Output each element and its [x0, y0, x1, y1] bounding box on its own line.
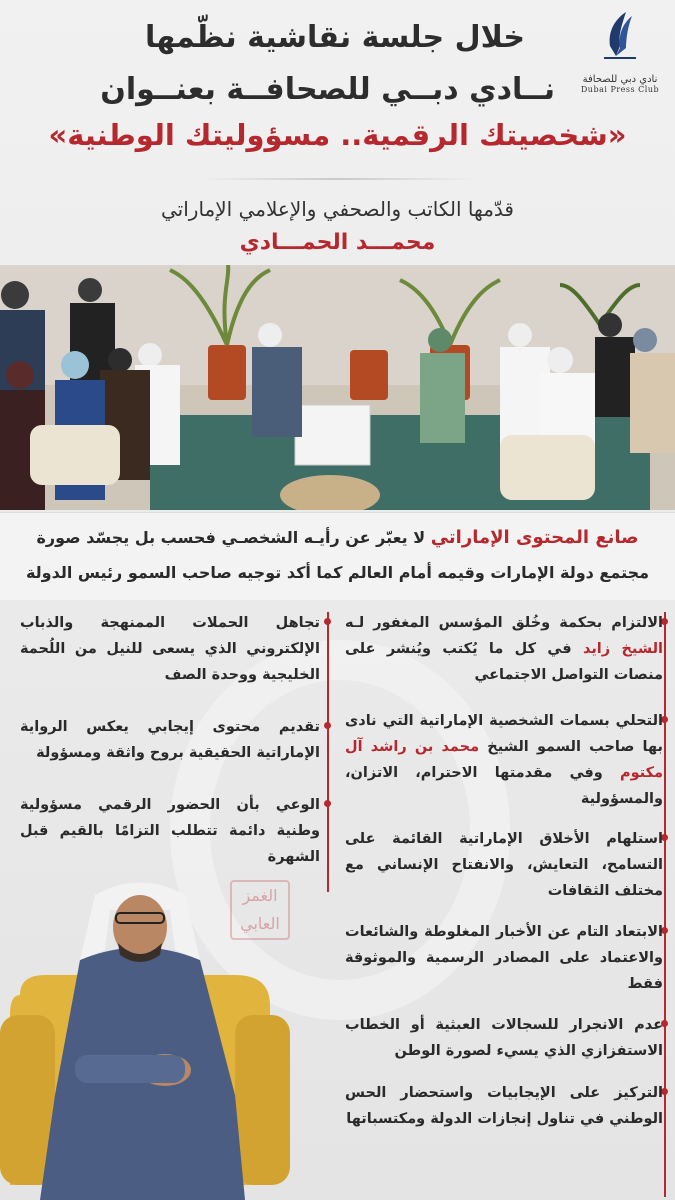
bullet-dot [324, 800, 331, 807]
left-column-line [327, 612, 329, 892]
bullet-dot [324, 722, 331, 729]
right-list-item: الابتعاد التام عن الأخبار المغلوطة والشائعات والاعتماد على المصادر الرسمية والموثوقة فقط [345, 924, 663, 992]
banner-line-1-rest: لا يعبّر عن رأيـه الشخصـي فحسب بل يجسّد صورة [36, 528, 426, 547]
right-list-item: استلهام الأخلاق الإماراتية القائمة على التسامح، التعايش، والانفتاح الإنساني مع مختلف الثقافات [345, 831, 663, 899]
header-line-1: خلال جلسة نقاشية نظّمها [144, 20, 526, 55]
right-list-item: التحلي بسمات الشخصية الإماراتية التي نادى بها صاحب السمو الشيخ محمد بن راشد آل مكتوم وفي مقدمتها الاحترام، الاتزان، والمسؤولية [345, 713, 664, 807]
logo-arabic-text: نادي دبي للصحافة [582, 74, 658, 85]
banner-line-1 [20, 527, 655, 548]
pen-nib-icon [596, 10, 644, 68]
dubai-press-club-logo [580, 10, 660, 94]
left-list-item: تقديم محتوى إيجابي يعكس الرواية الإماراتية الحقيقية بروح واثقة ومسؤولة [20, 719, 320, 761]
right-list-item: الالتزام بحكمة وخُلق المؤسس المغفور لـه الشيخ زايد في كل ما يُكتب ويُنشر على منصات التواصل الاجتماعي [345, 615, 663, 683]
presented-by-text: قدّمها الكاتب والصحفي والإعلامي الإماراتي [161, 197, 514, 221]
banner-highlight: صانع المحتوى الإماراتي [430, 527, 639, 548]
left-list-item: تجاهل الحملات الممنهجة والذباب الإلكتروني الذي يسعى للنيل من اللُحمة الخليجية ووحدة الصف [20, 615, 320, 683]
banner-line-2: مجتمع دولة الإمارات وقيمه أمام العالم كما أكد توجيه صاحب السمو رئيس الدولة [25, 563, 650, 582]
session-title: «شخصيتك الرقمية.. مسؤوليتك الوطنية» [48, 118, 627, 152]
watermark-logo: الغمز العابي [230, 880, 290, 940]
right-list-item: التركيز على الإيجابيات واستحضار الحس الوطني في تناول إنجازات الدولة ومكتسباتها [345, 1085, 663, 1127]
bullet-dot [324, 618, 331, 625]
left-list-item: الوعي بأن الحضور الرقمي مسؤولية وطنية دائمة تتطلب التزامًا بالقيم قبل الشهرة [20, 797, 320, 865]
logo-english-text: Dubai Press Club [580, 85, 660, 94]
session-photo [0, 265, 675, 510]
header-line-2: نــادي دبــي للصحافــة بعنــوان [100, 72, 555, 107]
right-column-line [664, 612, 666, 1197]
presenter-name: محمـــد الحمـــادي [239, 230, 436, 255]
right-list-item: عدم الانجرار للسجالات العبثية أو الخطاب الاستفزازي الذي يسيء لصورة الوطن [345, 1017, 663, 1059]
quote-banner [0, 512, 675, 600]
header-divider [200, 178, 475, 180]
presenter-portrait [0, 865, 290, 1200]
